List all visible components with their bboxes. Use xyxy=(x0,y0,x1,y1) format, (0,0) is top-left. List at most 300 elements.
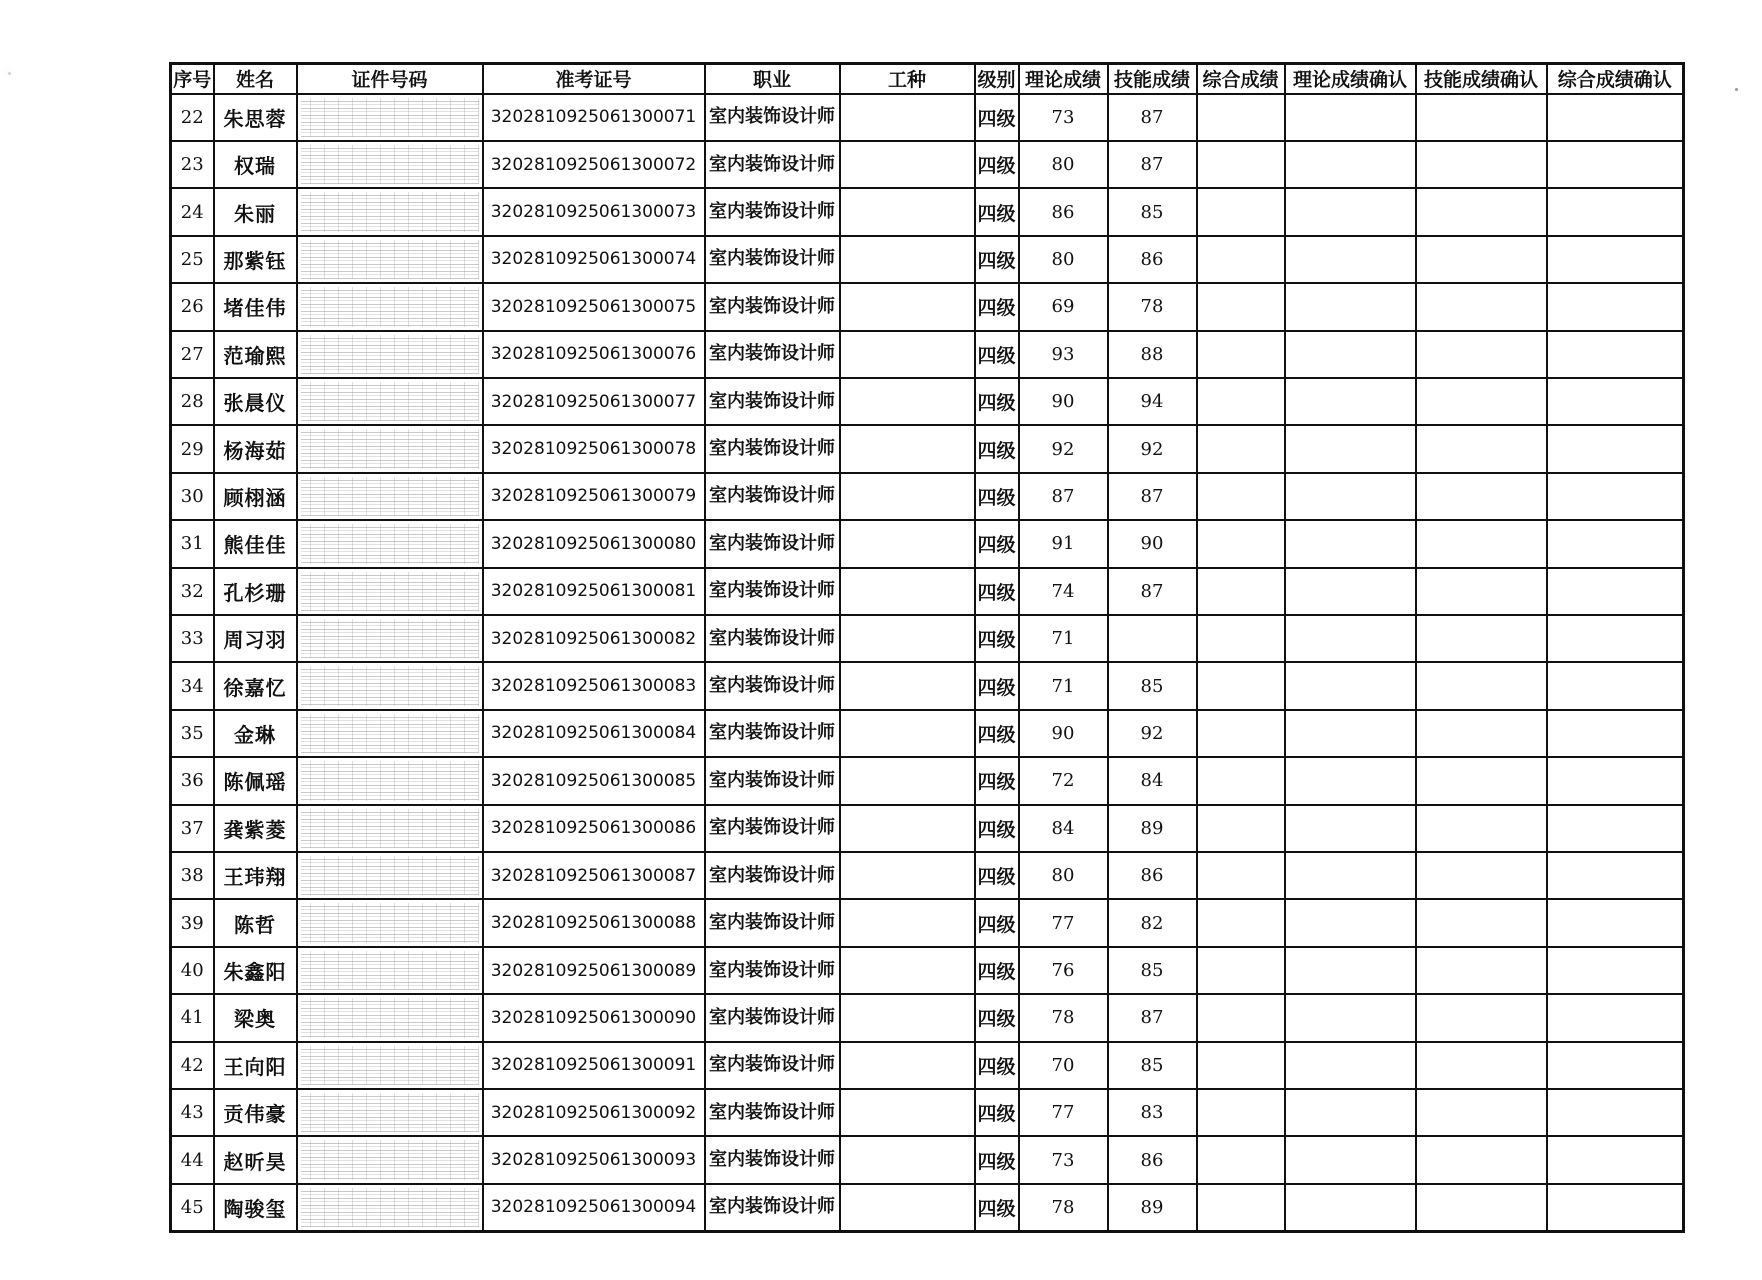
total-score-cell xyxy=(1197,331,1285,378)
theory-score-cell: 80 xyxy=(1019,852,1108,899)
seq-cell: 25 xyxy=(171,236,214,283)
seq-cell: 32 xyxy=(171,568,214,615)
seq-cell: 29 xyxy=(171,425,214,472)
table-row xyxy=(171,188,1684,235)
total-confirm-cell xyxy=(1547,662,1684,709)
score-table xyxy=(169,62,1685,1233)
level-cell: 四级 xyxy=(975,994,1019,1041)
name-cell: 王向阳 xyxy=(214,1042,297,1089)
redacted-id-overlay xyxy=(301,1140,479,1179)
level-cell: 四级 xyxy=(975,1042,1019,1089)
exam-number-cell: 3202810925061300072 xyxy=(483,141,705,188)
total-confirm-cell xyxy=(1547,331,1684,378)
level-cell: 四级 xyxy=(975,805,1019,852)
id-number-cell xyxy=(297,520,483,567)
total-confirm-cell xyxy=(1547,283,1684,330)
skill-score-cell: 90 xyxy=(1108,520,1197,567)
seq-cell: 37 xyxy=(171,805,214,852)
exam-number-cell: 3202810925061300075 xyxy=(483,283,705,330)
table-row xyxy=(171,852,1684,899)
header-level: 级别 xyxy=(975,64,1019,94)
occupation-cell: 室内装饰设计师 xyxy=(705,662,840,709)
seq-cell: 45 xyxy=(171,1184,214,1232)
theory-score-cell: 80 xyxy=(1019,236,1108,283)
name-cell: 贡伟豪 xyxy=(214,1089,297,1136)
scan-speck xyxy=(1735,88,1738,91)
total-confirm-cell xyxy=(1547,1184,1684,1232)
redacted-id-overlay xyxy=(301,287,479,326)
redacted-id-overlay xyxy=(301,382,479,421)
id-number-cell xyxy=(297,236,483,283)
theory-score-cell: 92 xyxy=(1019,425,1108,472)
table-row xyxy=(171,1136,1684,1183)
total-confirm-cell xyxy=(1547,1042,1684,1089)
id-number-cell xyxy=(297,568,483,615)
table-row xyxy=(171,141,1684,188)
occupation-cell: 室内装饰设计师 xyxy=(705,1089,840,1136)
seq-cell: 33 xyxy=(171,615,214,662)
occupation-cell: 室内装饰设计师 xyxy=(705,710,840,757)
id-number-cell xyxy=(297,425,483,472)
total-score-cell xyxy=(1197,1136,1285,1183)
occupation-cell: 室内装饰设计师 xyxy=(705,615,840,662)
name-cell: 徐嘉忆 xyxy=(214,662,297,709)
occupation-cell: 室内装饰设计师 xyxy=(705,520,840,567)
name-cell: 朱思蓉 xyxy=(214,94,297,141)
exam-number-cell: 3202810925061300080 xyxy=(483,520,705,567)
total-score-cell xyxy=(1197,852,1285,899)
seq-cell: 23 xyxy=(171,141,214,188)
header-theory-confirm: 理论成绩确认 xyxy=(1285,64,1416,94)
header-total-score: 综合成绩 xyxy=(1197,64,1285,94)
exam-number-cell: 3202810925061300082 xyxy=(483,615,705,662)
table-row xyxy=(171,94,1684,141)
id-number-cell xyxy=(297,283,483,330)
id-number-cell xyxy=(297,378,483,425)
seq-cell: 42 xyxy=(171,1042,214,1089)
id-number-cell xyxy=(297,662,483,709)
total-score-cell xyxy=(1197,1042,1285,1089)
header-total-confirm: 综合成绩确认 xyxy=(1547,64,1684,94)
total-score-cell xyxy=(1197,283,1285,330)
seq-cell: 38 xyxy=(171,852,214,899)
redacted-id-overlay xyxy=(301,761,479,800)
theory-confirm-cell xyxy=(1285,1136,1416,1183)
total-score-cell xyxy=(1197,615,1285,662)
seq-cell: 31 xyxy=(171,520,214,567)
name-cell: 权瑞 xyxy=(214,141,297,188)
table-row xyxy=(171,473,1684,520)
exam-number-cell: 3202810925061300084 xyxy=(483,710,705,757)
seq-cell: 28 xyxy=(171,378,214,425)
theory-score-cell: 86 xyxy=(1019,188,1108,235)
redacted-id-overlay xyxy=(301,145,479,184)
exam-number-cell: 3202810925061300086 xyxy=(483,805,705,852)
skill-score-cell: 88 xyxy=(1108,331,1197,378)
skill-score-cell: 87 xyxy=(1108,94,1197,141)
redacted-id-overlay xyxy=(301,192,479,231)
theory-score-cell: 90 xyxy=(1019,378,1108,425)
occupation-cell: 室内装饰设计师 xyxy=(705,473,840,520)
exam-number-cell: 3202810925061300079 xyxy=(483,473,705,520)
total-confirm-cell xyxy=(1547,1136,1684,1183)
table-row xyxy=(171,615,1684,662)
id-number-cell xyxy=(297,710,483,757)
redacted-id-overlay xyxy=(301,998,479,1037)
job-type-cell xyxy=(840,852,975,899)
table-row xyxy=(171,236,1684,283)
theory-score-cell: 78 xyxy=(1019,994,1108,1041)
id-number-cell xyxy=(297,899,483,946)
theory-score-cell: 71 xyxy=(1019,662,1108,709)
theory-score-cell: 84 xyxy=(1019,805,1108,852)
theory-score-cell: 73 xyxy=(1019,1136,1108,1183)
redacted-id-overlay xyxy=(301,1093,479,1132)
table-row xyxy=(171,331,1684,378)
theory-confirm-cell xyxy=(1285,757,1416,804)
name-cell: 那紫钰 xyxy=(214,236,297,283)
exam-number-cell: 3202810925061300073 xyxy=(483,188,705,235)
table-body xyxy=(171,94,1684,1232)
seq-cell: 43 xyxy=(171,1089,214,1136)
table-row xyxy=(171,1089,1684,1136)
level-cell: 四级 xyxy=(975,757,1019,804)
exam-number-cell: 3202810925061300089 xyxy=(483,947,705,994)
theory-score-cell: 71 xyxy=(1019,615,1108,662)
theory-score-cell: 69 xyxy=(1019,283,1108,330)
id-number-cell xyxy=(297,141,483,188)
skill-confirm-cell xyxy=(1416,805,1547,852)
id-number-cell xyxy=(297,947,483,994)
total-score-cell xyxy=(1197,899,1285,946)
name-cell: 周习羽 xyxy=(214,615,297,662)
occupation-cell: 室内装饰设计师 xyxy=(705,141,840,188)
job-type-cell xyxy=(840,1042,975,1089)
table-row xyxy=(171,757,1684,804)
theory-confirm-cell xyxy=(1285,568,1416,615)
header-seq: 序号 xyxy=(171,64,214,94)
redacted-id-overlay xyxy=(301,809,479,848)
id-number-cell xyxy=(297,94,483,141)
occupation-cell: 室内装饰设计师 xyxy=(705,994,840,1041)
header-skill-score: 技能成绩 xyxy=(1108,64,1197,94)
theory-confirm-cell xyxy=(1285,1042,1416,1089)
skill-score-cell: 89 xyxy=(1108,1184,1197,1232)
theory-confirm-cell xyxy=(1285,710,1416,757)
job-type-cell xyxy=(840,947,975,994)
redacted-id-overlay xyxy=(301,714,479,753)
level-cell: 四级 xyxy=(975,568,1019,615)
name-cell: 金琳 xyxy=(214,710,297,757)
level-cell: 四级 xyxy=(975,1136,1019,1183)
total-confirm-cell xyxy=(1547,473,1684,520)
name-cell: 陶骏玺 xyxy=(214,1184,297,1232)
redacted-id-overlay xyxy=(301,951,479,990)
theory-confirm-cell xyxy=(1285,188,1416,235)
id-number-cell xyxy=(297,1184,483,1232)
total-confirm-cell xyxy=(1547,852,1684,899)
skill-score-cell: 87 xyxy=(1108,994,1197,1041)
skill-score-cell: 86 xyxy=(1108,236,1197,283)
occupation-cell: 室内装饰设计师 xyxy=(705,852,840,899)
skill-confirm-cell xyxy=(1416,1042,1547,1089)
seq-cell: 22 xyxy=(171,94,214,141)
job-type-cell xyxy=(840,520,975,567)
name-cell: 范瑜熙 xyxy=(214,331,297,378)
table-row xyxy=(171,1042,1684,1089)
occupation-cell: 室内装饰设计师 xyxy=(705,1184,840,1232)
name-cell: 梁奥 xyxy=(214,994,297,1041)
table-row xyxy=(171,662,1684,709)
level-cell: 四级 xyxy=(975,188,1019,235)
skill-confirm-cell xyxy=(1416,425,1547,472)
theory-score-cell: 93 xyxy=(1019,331,1108,378)
exam-number-cell: 3202810925061300077 xyxy=(483,378,705,425)
exam-number-cell: 3202810925061300093 xyxy=(483,1136,705,1183)
name-cell: 张晨仪 xyxy=(214,378,297,425)
theory-confirm-cell xyxy=(1285,615,1416,662)
total-confirm-cell xyxy=(1547,615,1684,662)
seq-cell: 27 xyxy=(171,331,214,378)
occupation-cell: 室内装饰设计师 xyxy=(705,899,840,946)
skill-score-cell: 86 xyxy=(1108,1136,1197,1183)
occupation-cell: 室内装饰设计师 xyxy=(705,283,840,330)
theory-score-cell: 91 xyxy=(1019,520,1108,567)
skill-score-cell: 92 xyxy=(1108,425,1197,472)
total-score-cell xyxy=(1197,757,1285,804)
theory-confirm-cell xyxy=(1285,852,1416,899)
occupation-cell: 室内装饰设计师 xyxy=(705,1136,840,1183)
theory-confirm-cell xyxy=(1285,1184,1416,1232)
total-score-cell xyxy=(1197,473,1285,520)
occupation-cell: 室内装饰设计师 xyxy=(705,378,840,425)
header-skill-confirm: 技能成绩确认 xyxy=(1416,64,1547,94)
skill-confirm-cell xyxy=(1416,1136,1547,1183)
level-cell: 四级 xyxy=(975,473,1019,520)
total-score-cell xyxy=(1197,236,1285,283)
theory-confirm-cell xyxy=(1285,331,1416,378)
level-cell: 四级 xyxy=(975,331,1019,378)
job-type-cell xyxy=(840,1184,975,1232)
skill-score-cell: 89 xyxy=(1108,805,1197,852)
occupation-cell: 室内装饰设计师 xyxy=(705,425,840,472)
occupation-cell: 室内装饰设计师 xyxy=(705,805,840,852)
skill-score-cell: 87 xyxy=(1108,568,1197,615)
seq-cell: 44 xyxy=(171,1136,214,1183)
skill-confirm-cell xyxy=(1416,568,1547,615)
table-row xyxy=(171,1184,1684,1232)
job-type-cell xyxy=(840,425,975,472)
redacted-id-overlay xyxy=(301,335,479,374)
skill-confirm-cell xyxy=(1416,141,1547,188)
table-row xyxy=(171,568,1684,615)
skill-confirm-cell xyxy=(1416,852,1547,899)
theory-score-cell: 77 xyxy=(1019,1089,1108,1136)
job-type-cell xyxy=(840,757,975,804)
total-score-cell xyxy=(1197,1184,1285,1232)
table-row xyxy=(171,947,1684,994)
total-confirm-cell xyxy=(1547,1089,1684,1136)
seq-cell: 39 xyxy=(171,899,214,946)
theory-score-cell: 72 xyxy=(1019,757,1108,804)
level-cell: 四级 xyxy=(975,236,1019,283)
occupation-cell: 室内装饰设计师 xyxy=(705,94,840,141)
occupation-cell: 室内装饰设计师 xyxy=(705,1042,840,1089)
skill-confirm-cell xyxy=(1416,710,1547,757)
theory-confirm-cell xyxy=(1285,425,1416,472)
total-confirm-cell xyxy=(1547,899,1684,946)
level-cell: 四级 xyxy=(975,615,1019,662)
total-score-cell xyxy=(1197,805,1285,852)
skill-confirm-cell xyxy=(1416,994,1547,1041)
theory-score-cell: 74 xyxy=(1019,568,1108,615)
job-type-cell xyxy=(840,710,975,757)
exam-number-cell: 3202810925061300076 xyxy=(483,331,705,378)
job-type-cell xyxy=(840,236,975,283)
skill-score-cell: 78 xyxy=(1108,283,1197,330)
redacted-id-overlay xyxy=(301,429,479,468)
seq-cell: 24 xyxy=(171,188,214,235)
total-score-cell xyxy=(1197,710,1285,757)
skill-score-cell: 83 xyxy=(1108,1089,1197,1136)
seq-cell: 30 xyxy=(171,473,214,520)
theory-score-cell: 80 xyxy=(1019,141,1108,188)
exam-number-cell: 3202810925061300088 xyxy=(483,899,705,946)
total-score-cell xyxy=(1197,568,1285,615)
name-cell: 王玮翔 xyxy=(214,852,297,899)
total-score-cell xyxy=(1197,662,1285,709)
job-type-cell xyxy=(840,805,975,852)
level-cell: 四级 xyxy=(975,1089,1019,1136)
level-cell: 四级 xyxy=(975,520,1019,567)
total-score-cell xyxy=(1197,378,1285,425)
level-cell: 四级 xyxy=(975,710,1019,757)
level-cell: 四级 xyxy=(975,662,1019,709)
theory-confirm-cell xyxy=(1285,805,1416,852)
table-row xyxy=(171,378,1684,425)
occupation-cell: 室内装饰设计师 xyxy=(705,188,840,235)
table-row xyxy=(171,805,1684,852)
id-number-cell xyxy=(297,1089,483,1136)
total-confirm-cell xyxy=(1547,994,1684,1041)
job-type-cell xyxy=(840,188,975,235)
skill-confirm-cell xyxy=(1416,94,1547,141)
theory-score-cell: 78 xyxy=(1019,1184,1108,1232)
skill-confirm-cell xyxy=(1416,236,1547,283)
total-confirm-cell xyxy=(1547,236,1684,283)
redacted-id-overlay xyxy=(301,619,479,658)
job-type-cell xyxy=(840,378,975,425)
table-row xyxy=(171,425,1684,472)
skill-confirm-cell xyxy=(1416,378,1547,425)
seq-cell: 35 xyxy=(171,710,214,757)
job-type-cell xyxy=(840,899,975,946)
seq-cell: 41 xyxy=(171,994,214,1041)
theory-confirm-cell xyxy=(1285,378,1416,425)
header-row xyxy=(171,64,1684,94)
total-score-cell xyxy=(1197,947,1285,994)
table-row xyxy=(171,899,1684,946)
total-score-cell xyxy=(1197,1089,1285,1136)
id-number-cell xyxy=(297,994,483,1041)
skill-score-cell: 85 xyxy=(1108,1042,1197,1089)
job-type-cell xyxy=(840,662,975,709)
skill-score-cell: 85 xyxy=(1108,662,1197,709)
name-cell: 顾栩涵 xyxy=(214,473,297,520)
skill-score-cell: 86 xyxy=(1108,852,1197,899)
id-number-cell xyxy=(297,188,483,235)
exam-number-cell: 3202810925061300092 xyxy=(483,1089,705,1136)
job-type-cell xyxy=(840,1089,975,1136)
redacted-id-overlay xyxy=(301,903,479,942)
skill-score-cell: 85 xyxy=(1108,188,1197,235)
skill-confirm-cell xyxy=(1416,1184,1547,1232)
seq-cell: 36 xyxy=(171,757,214,804)
table-row xyxy=(171,520,1684,567)
skill-confirm-cell xyxy=(1416,662,1547,709)
level-cell: 四级 xyxy=(975,852,1019,899)
theory-confirm-cell xyxy=(1285,899,1416,946)
occupation-cell: 室内装饰设计师 xyxy=(705,757,840,804)
level-cell: 四级 xyxy=(975,378,1019,425)
redacted-id-overlay xyxy=(301,572,479,611)
header-job-type: 工种 xyxy=(840,64,975,94)
seq-cell: 26 xyxy=(171,283,214,330)
theory-score-cell: 90 xyxy=(1019,710,1108,757)
redacted-id-overlay xyxy=(301,1046,479,1085)
job-type-cell xyxy=(840,568,975,615)
id-number-cell xyxy=(297,1042,483,1089)
exam-number-cell: 3202810925061300090 xyxy=(483,994,705,1041)
skill-confirm-cell xyxy=(1416,283,1547,330)
theory-score-cell: 73 xyxy=(1019,94,1108,141)
name-cell: 赵昕昊 xyxy=(214,1136,297,1183)
skill-confirm-cell xyxy=(1416,473,1547,520)
level-cell: 四级 xyxy=(975,283,1019,330)
level-cell: 四级 xyxy=(975,425,1019,472)
table-row xyxy=(171,710,1684,757)
id-number-cell xyxy=(297,1136,483,1183)
skill-confirm-cell xyxy=(1416,331,1547,378)
redacted-id-overlay xyxy=(301,524,479,563)
occupation-cell: 室内装饰设计师 xyxy=(705,331,840,378)
skill-score-cell: 94 xyxy=(1108,378,1197,425)
skill-score-cell: 82 xyxy=(1108,899,1197,946)
job-type-cell xyxy=(840,283,975,330)
theory-score-cell: 76 xyxy=(1019,947,1108,994)
theory-confirm-cell xyxy=(1285,94,1416,141)
theory-confirm-cell xyxy=(1285,236,1416,283)
skill-score-cell: 87 xyxy=(1108,141,1197,188)
id-number-cell xyxy=(297,473,483,520)
redacted-id-overlay xyxy=(301,240,479,279)
name-cell: 朱鑫阳 xyxy=(214,947,297,994)
theory-confirm-cell xyxy=(1285,473,1416,520)
redacted-id-overlay xyxy=(301,1188,479,1227)
skill-score-cell: 92 xyxy=(1108,710,1197,757)
table-row xyxy=(171,283,1684,330)
seq-cell: 40 xyxy=(171,947,214,994)
job-type-cell xyxy=(840,994,975,1041)
header-occupation: 职业 xyxy=(705,64,840,94)
total-confirm-cell xyxy=(1547,141,1684,188)
scan-speck xyxy=(8,72,11,75)
name-cell: 孔杉珊 xyxy=(214,568,297,615)
name-cell: 陈佩瑶 xyxy=(214,757,297,804)
total-score-cell xyxy=(1197,141,1285,188)
total-score-cell xyxy=(1197,425,1285,472)
theory-confirm-cell xyxy=(1285,283,1416,330)
